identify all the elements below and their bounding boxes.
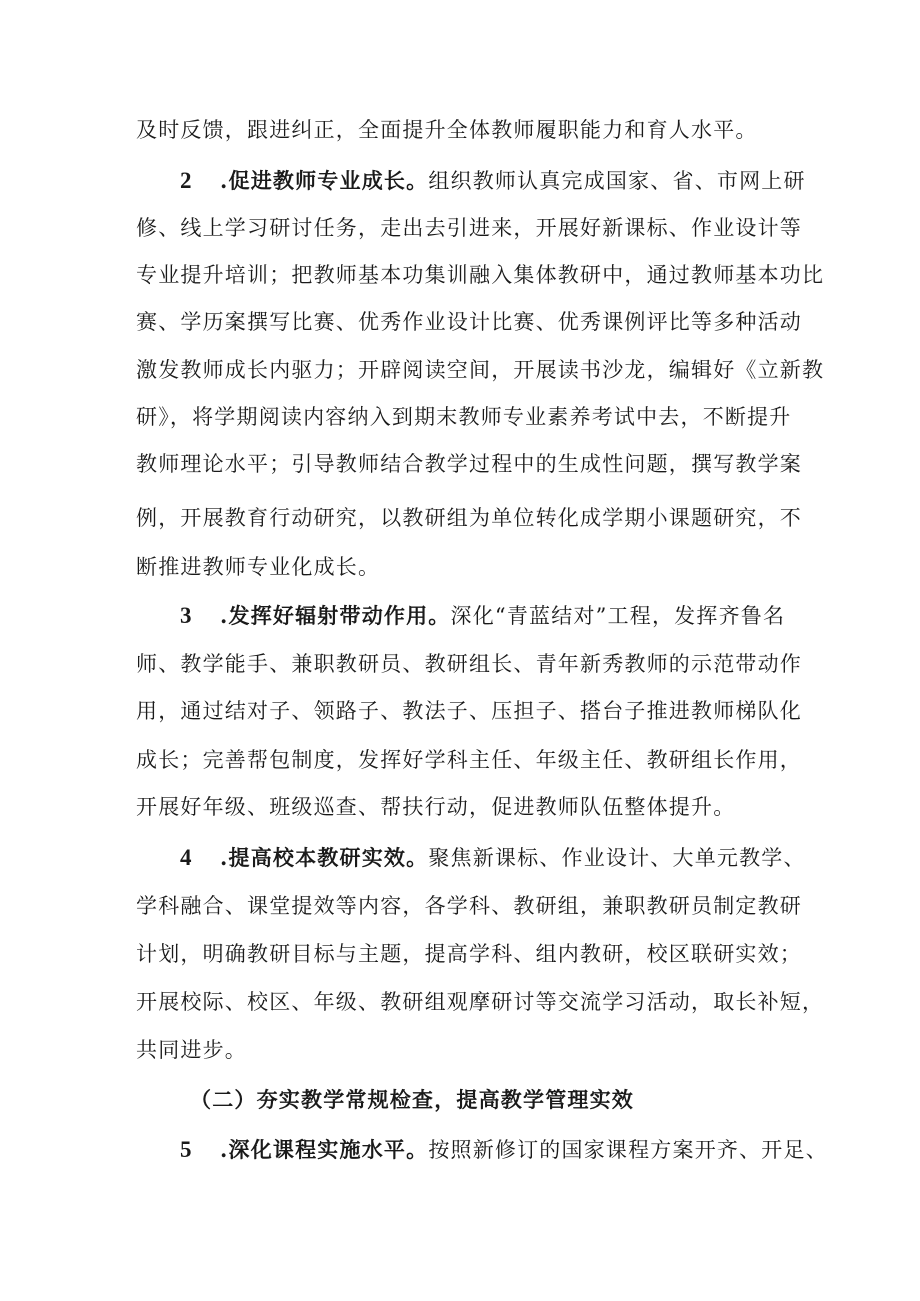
item-text: 聚焦新课标、作业设计、大单元教学、 xyxy=(428,846,806,870)
item-number: 4 xyxy=(180,845,193,870)
paragraph-5-first-line xyxy=(180,1138,840,1162)
paragraph-line: 修、线上学习研讨任务，走出去引进来，开展好新课标、作业设计等 xyxy=(136,216,802,240)
paragraph-line: 专业提升培训；把教师基本功集训融入集体教研中，通过教师基本功比 xyxy=(136,263,825,287)
item-heading: .深化课程实施水平。 xyxy=(220,1137,429,1162)
paragraph-4-first-line xyxy=(180,846,840,870)
paragraph-line: 共同进步。 xyxy=(136,1038,247,1062)
item-text: 深化“青蓝结对”工程，发挥齐鲁名 xyxy=(450,604,786,628)
paragraph-3-first-line xyxy=(180,604,840,628)
paragraph-line: 计划，明确教研目标与主题，提高学科、组内教研，校区联研实效； xyxy=(136,942,802,966)
paragraph-line: 研》，将学期阅读内容纳入到期末教师专业素养考试中去，不断提升 xyxy=(136,405,792,429)
item-heading: .发挥好辐射带动作用。 xyxy=(220,603,451,628)
paragraph-line: 例，开展教育行动研究，以教研组为单位转化成学期小课题研究，不 xyxy=(136,506,802,530)
paragraph-line: 开展校际、校区、年级、教研组观摩研讨等交流学习活动，取长补短， xyxy=(136,990,825,1014)
item-text: 按照新修订的国家课程方案开齐、开足、 xyxy=(428,1138,828,1162)
item-heading: .促进教师专业成长。 xyxy=(220,168,429,193)
item-number: 2 xyxy=(180,168,193,193)
section-heading: （二）夯实教学常规检查，提高教学管理实效 xyxy=(190,1087,634,1112)
paragraph-line: 及时反馈，跟进纠正，全面提升全体教师履职能力和育人水平。 xyxy=(136,118,758,142)
item-heading: .提高校本教研实效。 xyxy=(220,845,429,870)
paragraph-line: 师、教学能手、兼职教研员、教研组长、青年新秀教师的示范带动作 xyxy=(136,652,802,676)
item-text: 组织教师认真完成国家、省、市网上研 xyxy=(428,169,806,193)
paragraph-line: 激发教师成长内驱力；开辟阅读空间，开展读书沙龙，编辑好《立新教 xyxy=(136,358,825,382)
paragraph-line: 成长；完善帮包制度，发挥好学科主任、年级主任、教研组长作用， xyxy=(136,748,802,772)
paragraph-line: 开展好年级、班级巡查、帮扶行动，促进教师队伍整体提升。 xyxy=(136,795,736,819)
paragraph-line: 断推进教师专业化成长。 xyxy=(136,555,381,579)
item-number: 5 xyxy=(180,1137,193,1162)
paragraph-line: 赛、学历案撰写比赛、优秀作业设计比赛、优秀课例评比等多种活动 xyxy=(136,310,802,334)
item-number: 3 xyxy=(180,603,193,628)
paragraph-2-first-line xyxy=(180,169,840,193)
paragraph-line: 教师理论水平；引导教师结合教学过程中的生成性问题，撰写教学案 xyxy=(136,452,802,476)
paragraph-line: 学科融合、课堂提效等内容，各学科、教研组，兼职教研员制定教研 xyxy=(136,894,802,918)
paragraph-line: 用，通过结对子、领路子、教法子、压担子、搭台子推进教师梯队化 xyxy=(136,699,802,723)
